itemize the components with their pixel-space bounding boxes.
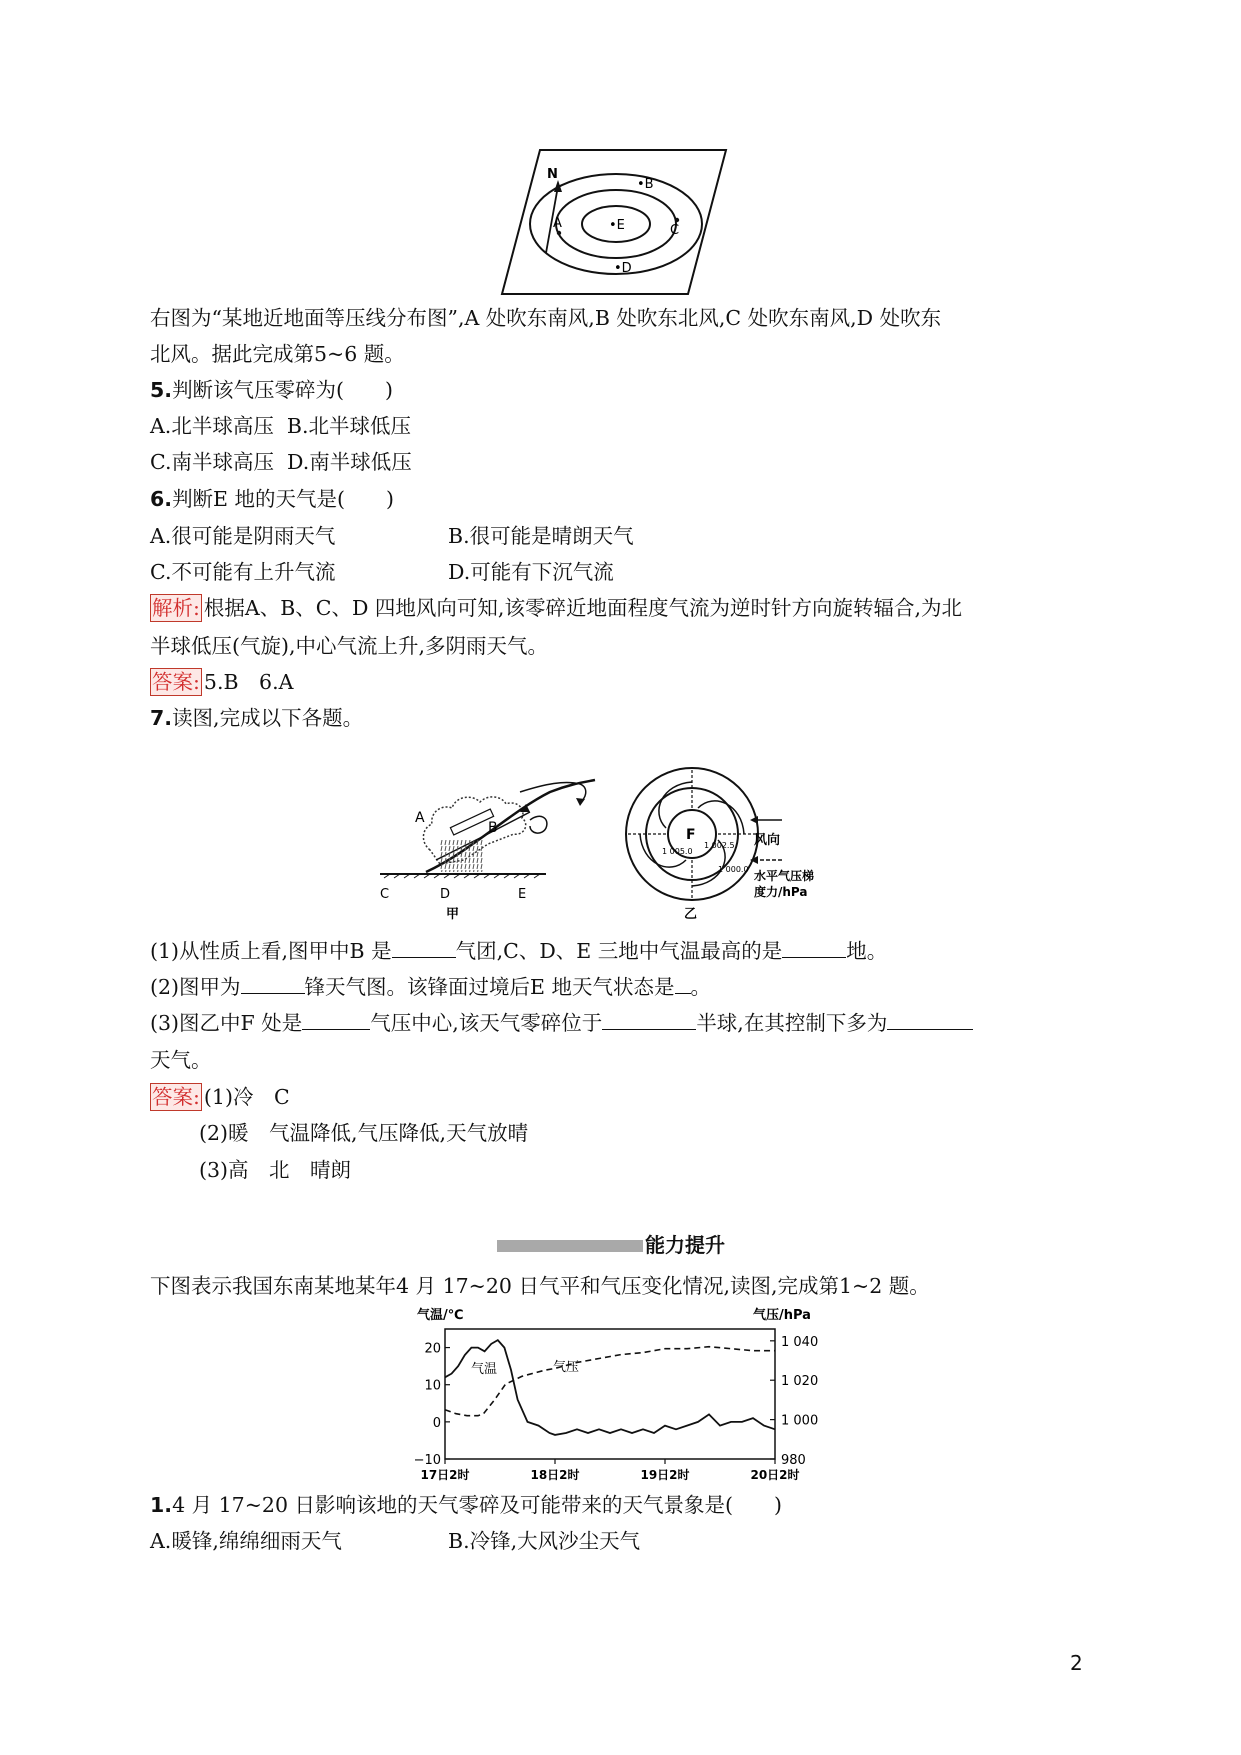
intro-12: 下图表示我国东南某地某年4 月 17~20 日气平和气压变化情况,读图,完成第1~2 题。 — [150, 1274, 930, 1298]
y-left-tick-label: 10 — [424, 1378, 441, 1394]
analysis-tag: 解析: — [152, 596, 200, 620]
q7-p3-text-b: 气压中心,该天气零碎位于 — [370, 1011, 603, 1035]
option-5b: B.北半球低压 — [286, 414, 411, 438]
y-left-tick-label: 20 — [424, 1341, 441, 1357]
blank-7-3b[interactable] — [602, 1007, 696, 1030]
q7-p3-text-c: 半球,在其控制下多为 — [696, 1011, 888, 1035]
option-5d: D.南半球低压 — [287, 450, 412, 474]
analysis-line1 — [150, 592, 962, 624]
answer-7-text-1: (1)冷 C — [203, 1085, 290, 1109]
question-7-part-1 — [150, 935, 887, 967]
site-e-label: E — [518, 887, 527, 902]
question-5-options-cd — [150, 446, 412, 478]
north-label: N — [547, 167, 558, 182]
answer-56-text: 5.B 6.A — [203, 670, 294, 694]
series-temperature-line — [445, 1340, 775, 1435]
cyclone-diagram — [622, 762, 872, 922]
y-left-tick-label: 0 — [432, 1415, 441, 1431]
chart-ylabel-right: 气压/hPa — [753, 1308, 811, 1323]
question-6 — [150, 483, 394, 515]
isobar-diagram — [500, 148, 730, 298]
answer-56 — [150, 666, 293, 698]
y-right-tick-label: 980 — [781, 1453, 806, 1468]
legend-pgf-label-2: 度力/hPa — [754, 885, 808, 899]
answer-56-tag: 答案: — [152, 670, 200, 694]
chart-ylabel-left: 气温/℃ — [417, 1308, 464, 1323]
analysis-text-1: 根据A、B、C、D 四地风向可知,该零碎近地面程度气流为逆时针方向旋转辐合,为北 — [203, 596, 962, 620]
option-6d: D.可能有下沉气流 — [448, 560, 614, 584]
y-right-tick-label: 1 020 — [781, 1374, 819, 1390]
question-7-stem: 读图,完成以下各题。 — [172, 706, 364, 730]
option-1a: A.暖锋,绵绵细雨天气 — [150, 1529, 342, 1553]
y-right-tick-label: 1 040 — [781, 1334, 819, 1350]
option-5a: A.北半球高压 — [150, 414, 274, 438]
question-6-stem: 判断E 地的天气是( ) — [172, 487, 395, 511]
question-7-part-2 — [150, 971, 711, 1003]
option-5c: C.南半球高压 — [150, 450, 274, 474]
legend-pgf-label-1: 水平气压梯 — [754, 869, 815, 883]
option-6c: C.不可能有上升气流 — [150, 560, 336, 584]
blank-7-3a[interactable] — [302, 1007, 370, 1030]
x-tick-label: 17日2时 — [420, 1468, 470, 1482]
series-pressure-label: 气压 — [553, 1360, 580, 1375]
question-1-number: 1. — [150, 1493, 173, 1517]
blank-7-2a[interactable] — [241, 971, 305, 994]
isobar-value-2: 1 002.5 — [704, 841, 735, 850]
q7-p1-text-c: 地。 — [846, 939, 888, 963]
figure-yi-caption: 乙 — [684, 907, 698, 922]
point-d-label: •D — [614, 261, 632, 276]
figure-jia-caption: 甲 — [446, 907, 460, 922]
site-d-label: D — [440, 887, 451, 902]
center-f-label: F — [686, 827, 696, 843]
section-header-title: 能力提升 — [645, 1233, 725, 1257]
section-header-bar — [497, 1240, 643, 1252]
front-diagram — [380, 762, 620, 922]
answer-7-tag: 答案: — [152, 1085, 200, 1109]
q7-p2-text-c: 。 — [690, 975, 712, 999]
blank-7-2b[interactable] — [675, 971, 691, 994]
intro-56-line2: 北风。据此完成第5~6 题。 — [150, 342, 405, 366]
y-right-tick-label: 1 000 — [781, 1413, 819, 1429]
option-6a: A.很可能是阴雨天气 — [150, 524, 336, 548]
option-1b: B.冷锋,大风沙尘天气 — [448, 1529, 641, 1553]
q7-p1-text-a: (1)从性质上看,图甲中B 是 — [150, 939, 392, 963]
option-6b: B.很可能是晴朗天气 — [448, 524, 634, 548]
question-5 — [150, 374, 393, 406]
blank-7-1b[interactable] — [782, 935, 846, 958]
y-left-tick-label: −10 — [413, 1453, 441, 1468]
q7-p1-text-b: 气团,C、D、E 三地中气温最高的是 — [455, 939, 783, 963]
question-1 — [150, 1489, 782, 1521]
analysis-line2: 半球低压(气旋),中心气流上升,多阴雨天气。 — [150, 634, 549, 658]
question-7 — [150, 702, 363, 734]
isobar-value-3: 1 000.0 — [718, 865, 749, 874]
air-mass-b-label: B — [488, 820, 498, 836]
isobar-value-1: 1 005.0 — [662, 847, 693, 856]
question-7-number: 7. — [150, 706, 173, 730]
point-e-label: •E — [609, 218, 625, 233]
answer-7-line1 — [150, 1081, 290, 1113]
question-6-number: 6. — [150, 487, 173, 511]
point-b-label: •B — [637, 177, 654, 192]
x-tick-label: 20日2时 — [750, 1468, 800, 1482]
q7-p2-text-a: (2)图甲为 — [150, 975, 241, 999]
point-c-dot — [675, 218, 679, 222]
answer-7-line2: (2)暖 气温降低,气压降低,天气放晴 — [199, 1121, 529, 1145]
legend-wind-label: 风向 — [754, 833, 781, 848]
air-mass-a-label: A — [415, 810, 425, 826]
point-c-label: C — [670, 223, 680, 238]
point-a-dot — [557, 231, 561, 235]
blank-7-1a[interactable] — [392, 935, 456, 958]
page-number: 2 — [1070, 1651, 1083, 1675]
question-5-options-ab — [150, 410, 411, 442]
question-1-stem: 4 月 17~20 日影响该地的天气零碎及可能带来的天气景象是( ) — [172, 1493, 782, 1517]
answer-7-line3: (3)高 北 晴朗 — [199, 1158, 352, 1182]
site-c-label: C — [380, 887, 390, 902]
question-7-part-3-end: 天气。 — [150, 1048, 212, 1072]
x-tick-label: 19日2时 — [640, 1468, 690, 1482]
series-pressure-line — [445, 1347, 775, 1416]
question-5-number: 5. — [150, 378, 173, 402]
q7-p3-text-a: (3)图乙中F 处是 — [150, 1011, 303, 1035]
arrow-head-2 — [576, 798, 585, 806]
point-a-label: A — [553, 216, 562, 231]
rain-zone — [440, 840, 484, 872]
blank-7-3c[interactable] — [887, 1007, 973, 1030]
temperature-pressure-chart — [405, 1305, 845, 1485]
question-7-part-3 — [150, 1007, 973, 1039]
intro-56-line1: 右图为“某地近地面等压线分布图”,A 处吹东南风,B 处吹东北风,C 处吹东南风,D 处吹东 — [150, 306, 942, 330]
series-temperature-label: 气温 — [471, 1362, 498, 1377]
question-5-stem: 判断该气压零碎为( ) — [172, 378, 394, 402]
legend-wind-arrow-head — [750, 816, 758, 824]
q7-p2-text-b: 锋天气图。该锋面过境后E 地天气状态是 — [304, 975, 675, 999]
x-tick-label: 18日2时 — [530, 1468, 580, 1482]
cold-air-curl — [530, 816, 547, 833]
